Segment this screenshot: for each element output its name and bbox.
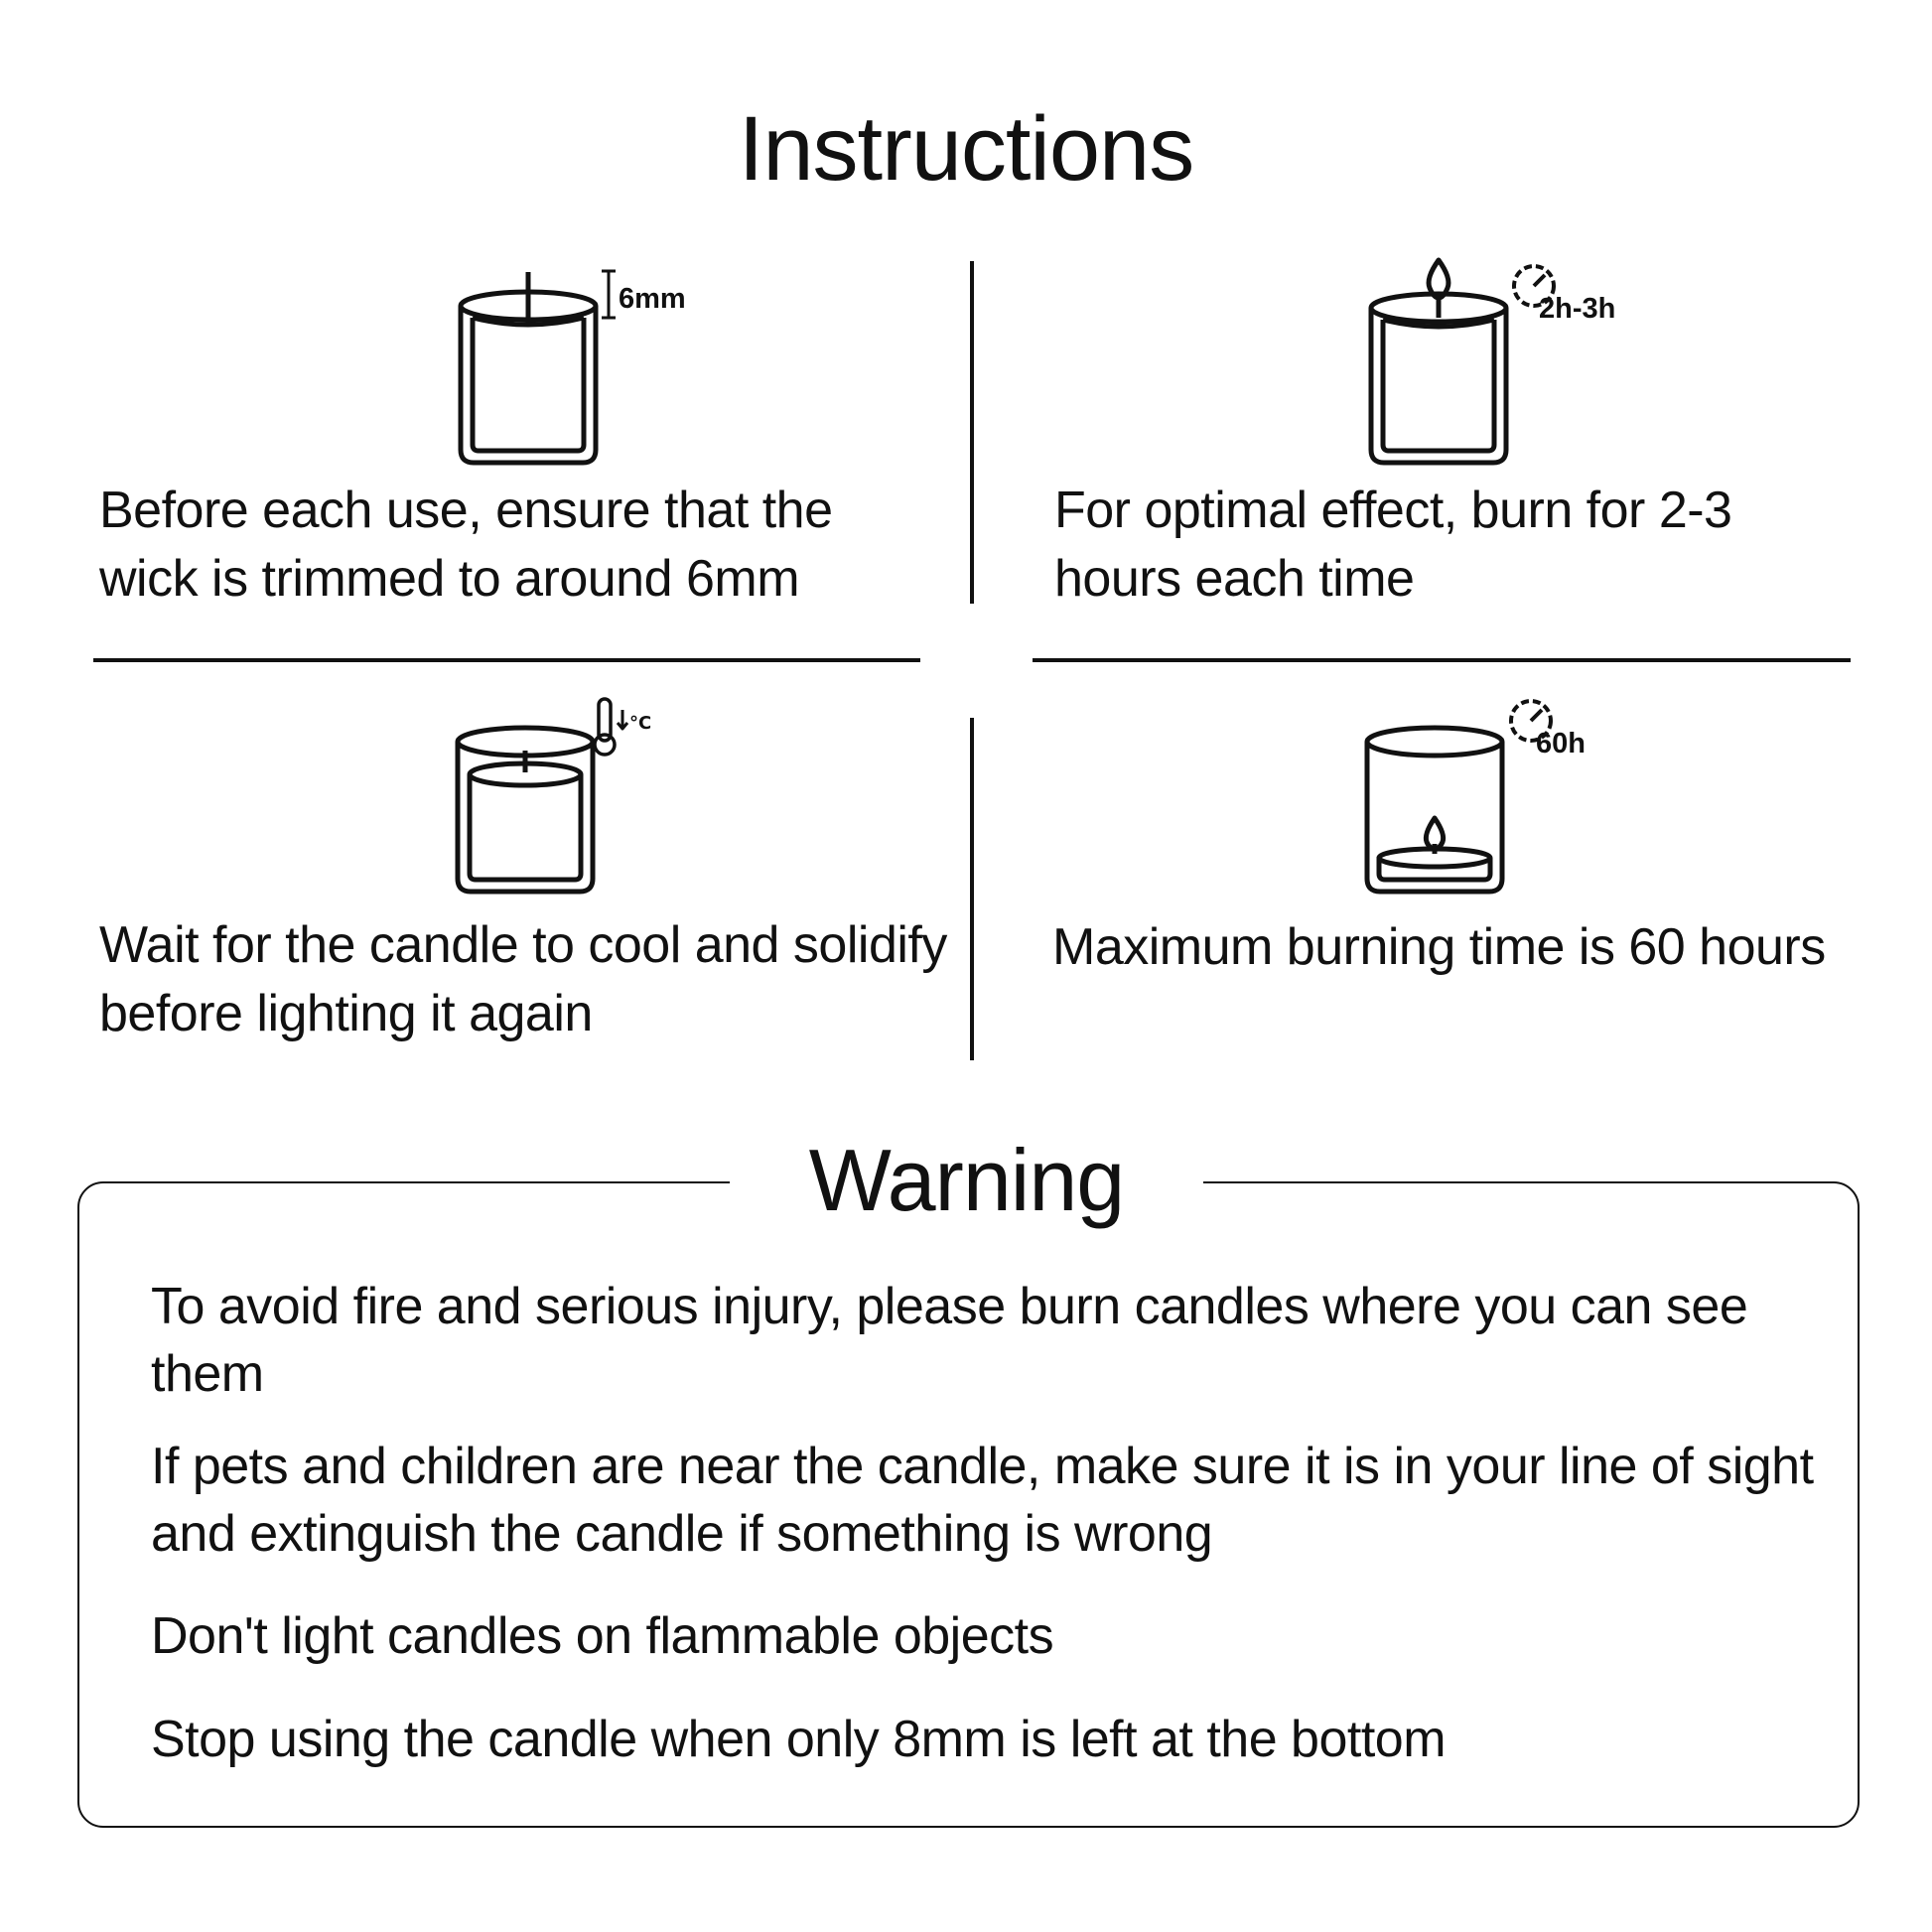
horizontal-divider-right (1033, 658, 1851, 662)
warning-title: Warning (808, 1131, 1125, 1229)
warning-item-1: To avoid fire and serious injury, please burn candles where you can see them (151, 1278, 1748, 1403)
step-text-burn: For optimal effect, burn for 2-3 hours each time (1054, 482, 1732, 608)
vertical-divider-bottom (970, 718, 974, 1060)
warning-item-3: Don't light candles on flammable objects (151, 1607, 1054, 1665)
candle-burning-timer-icon (1362, 256, 1620, 470)
instructions-title: Instructions (738, 98, 1194, 200)
step-text-cool: Wait for the candle to cool and solidify before lighting it again (99, 916, 947, 1042)
step-text-trim: Before each use, ensure that the wick is trimmed to around 6mm (99, 482, 833, 608)
vertical-divider-top (970, 261, 974, 604)
candle-max-time-icon (1362, 695, 1600, 898)
horizontal-divider-left (93, 658, 920, 662)
candle-cool-thermometer-icon (449, 695, 667, 898)
burn-duration-label: 2h-3h (1539, 293, 1616, 325)
candle-wick-trim-icon (452, 266, 710, 470)
step-text-max-time: Maximum burning time is 60 hours (1052, 918, 1826, 976)
wick-length-label: 6mm (619, 283, 686, 315)
max-time-label: 60h (1536, 728, 1586, 759)
svg-text:°C: °C (629, 713, 652, 734)
warning-item-4: Stop using the candle when only 8mm is left at the bottom (151, 1711, 1447, 1768)
warning-item-2: If pets and children are near the candle, make sure it is in your line of sight and extinguish the candle if something is wrong (151, 1438, 1814, 1563)
